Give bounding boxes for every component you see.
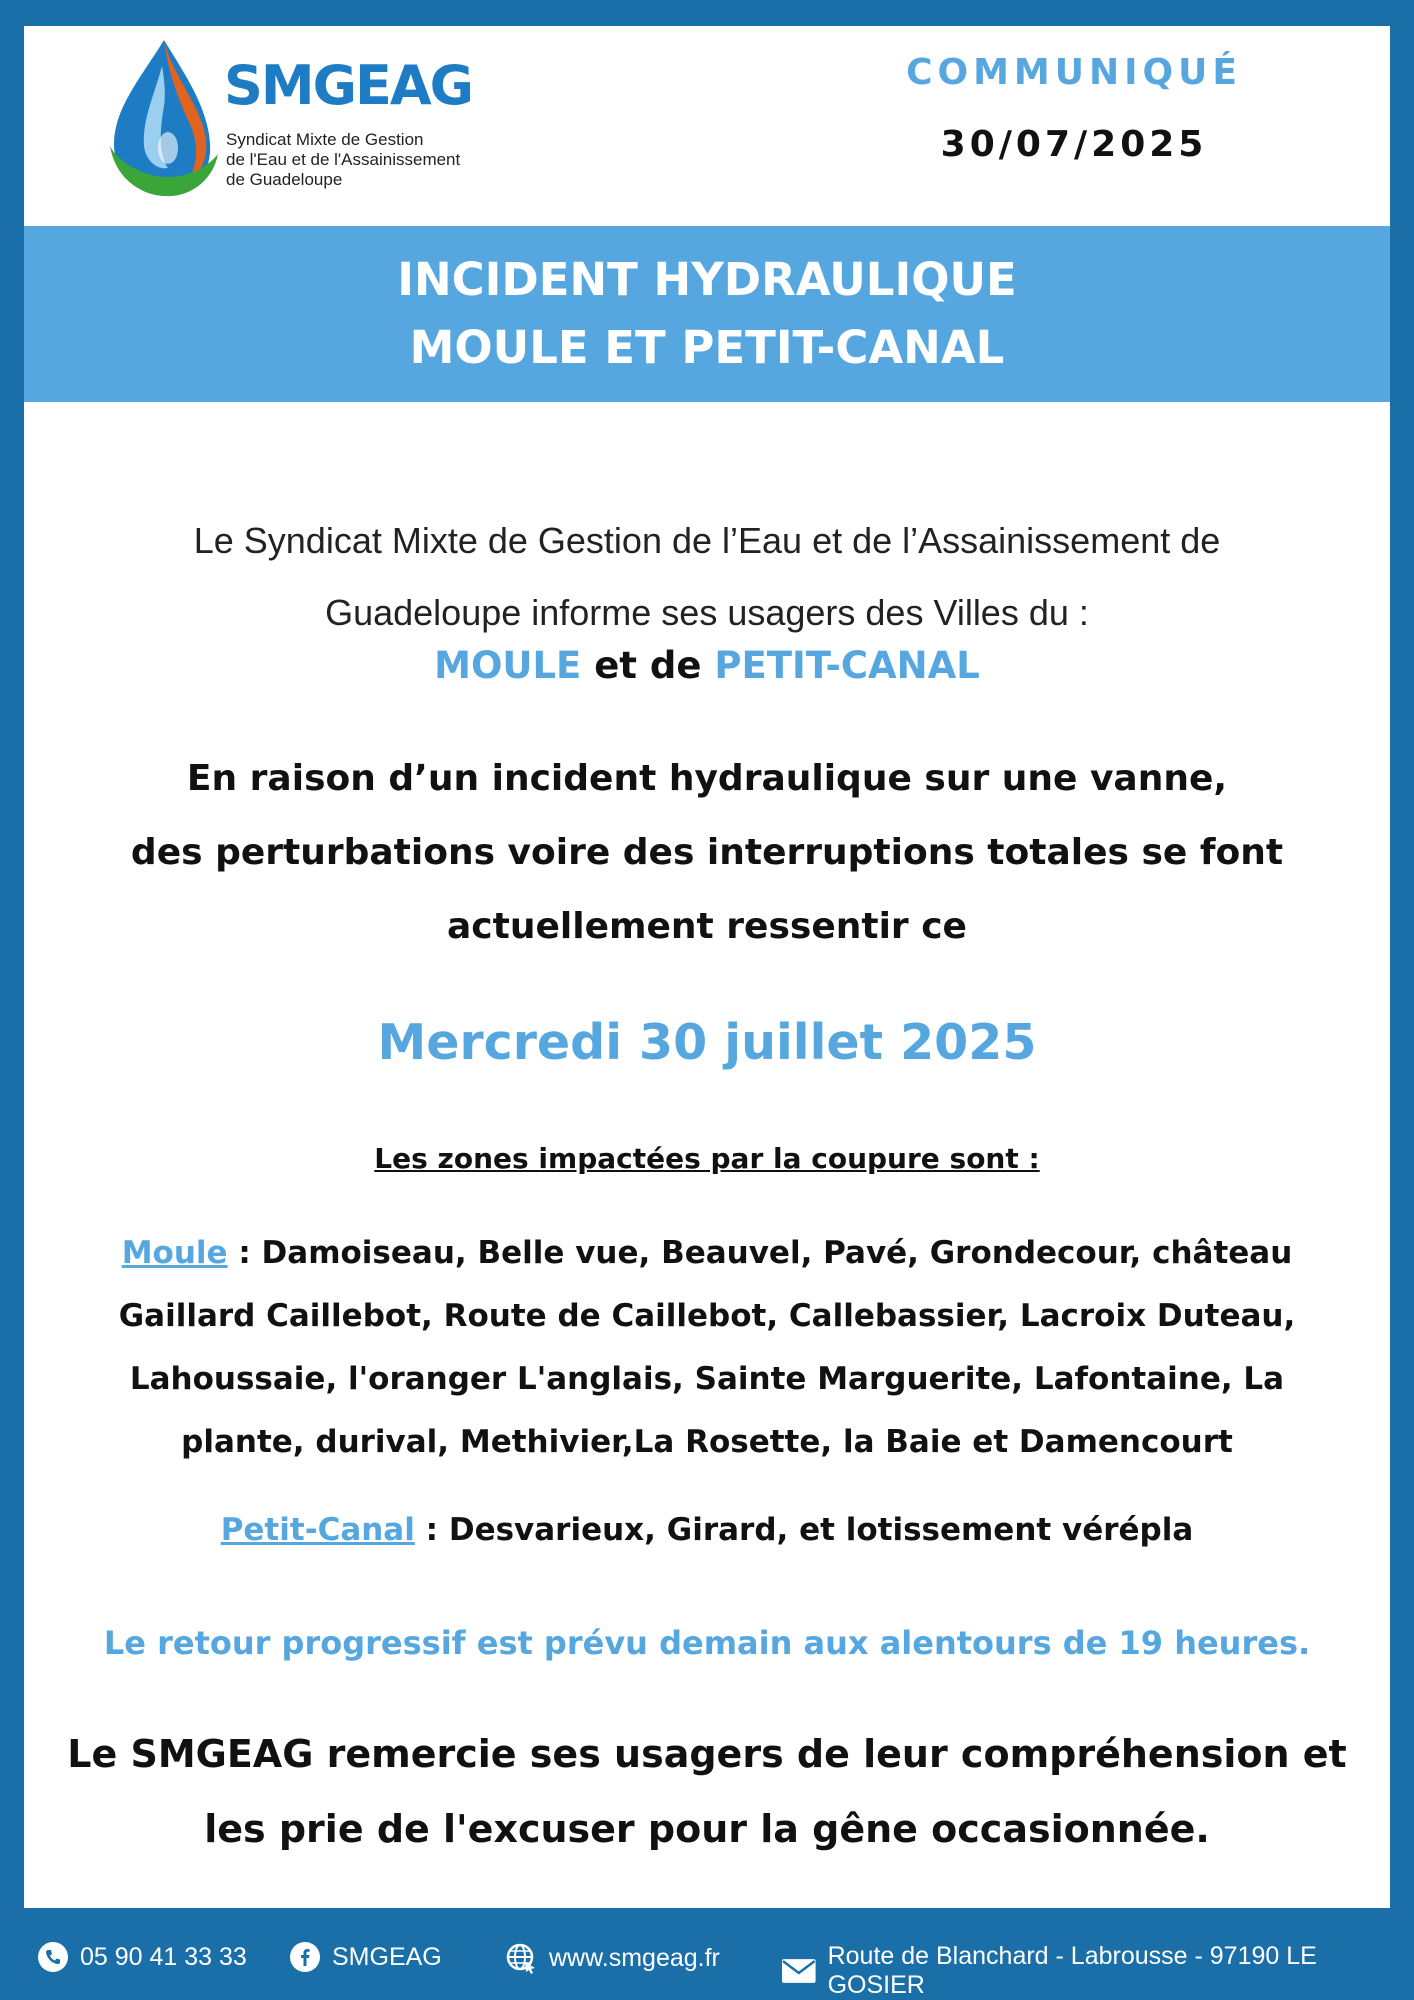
intro-text <box>84 505 1330 649</box>
reason-line3: actuellement ressentir ce <box>447 906 967 947</box>
website-text: www.smgeag.fr <box>549 1943 720 1972</box>
footer-address <box>782 1942 1414 2000</box>
logo-subtitle-line2: de l'Eau et de l'Assainissement <box>226 150 461 169</box>
facebook-icon <box>290 1942 320 1972</box>
thanks-text <box>64 1717 1350 1867</box>
footer-website[interactable] <box>505 1942 720 1974</box>
water-drop-logo-icon <box>102 36 222 201</box>
footer-facebook[interactable] <box>290 1942 442 1972</box>
logo-subtitle <box>226 130 460 190</box>
envelope-icon <box>782 1959 816 1983</box>
communique-label: COMMUNIQUÉ <box>906 52 1242 93</box>
incident-date: Mercredi 30 juillet 2025 <box>377 1014 1037 1071</box>
zone-petit-canal <box>24 1512 1390 1548</box>
reason-line1: En raison d’un incident hydraulique sur une vanne, <box>186 758 1228 799</box>
footer-phone[interactable] <box>38 1942 247 1972</box>
smgeag-logo <box>102 36 542 206</box>
thanks-line1: Le SMGEAG remercie ses usagers de leur compréhension et <box>67 1732 1347 1776</box>
zone-moule <box>94 1222 1320 1474</box>
intro-line2: Guadeloupe informe ses usagers des Villes du : <box>325 592 1089 633</box>
facebook-text: SMGEAG <box>332 1942 442 1971</box>
logo-subtitle-line3: de Guadeloupe <box>226 170 343 189</box>
reason-line2: des perturbations voire des interruptions totales se font <box>130 832 1284 873</box>
cities-connector: et de <box>581 644 715 687</box>
zone-moule-list: : Damoiseau, Belle vue, Beauvel, Pavé, Grondecour, château Gaillard Caillebot, Route de Caillebot, Callebassier, Lacroix Duteau, Lahoussaie, l'oranger L'anglais, Sainte Marguerite, Lafontaine, La plante, durival, Methivier,La Rosette, la Baie et Damencourt <box>118 1235 1296 1460</box>
footer <box>0 1908 1414 2000</box>
phone-icon <box>38 1942 68 1972</box>
zone-petit-canal-list: : Desvarieux, Girard, et lotissement vérépla <box>414 1512 1194 1548</box>
zones-title: Les zones impactées par la coupure sont : <box>374 1142 1040 1175</box>
banner-line2: MOULE ET PETIT-CANAL <box>409 321 1005 374</box>
address-text: Route de Blanchard - Labrousse - 97190 LE GOSIER <box>827 1942 1317 1999</box>
communique-page <box>24 26 1390 1908</box>
reason-text <box>84 742 1330 964</box>
logo-name: SMGEAG <box>224 54 472 117</box>
city-petit-canal: PETIT-CANAL <box>714 644 980 687</box>
retour-notice: Le retour progressif est prévu demain aux alentours de 19 heures. <box>103 1624 1311 1662</box>
communique-date: 30/07/2025 <box>940 124 1208 165</box>
phone-text: 05 90 41 33 33 <box>80 1942 247 1971</box>
thanks-line2: les prie de l'excuser pour la gêne occasionnée. <box>204 1807 1210 1851</box>
zone-petit-canal-label: Petit-Canal <box>220 1512 415 1548</box>
cities-line <box>24 644 1390 687</box>
title-banner <box>24 226 1390 402</box>
city-moule: MOULE <box>434 644 582 687</box>
globe-icon <box>505 1942 537 1974</box>
intro-line1: Le Syndicat Mixte de Gestion de l’Eau et de l’Assainissement de <box>193 520 1221 561</box>
banner-line1: INCIDENT HYDRAULIQUE <box>397 253 1017 306</box>
zone-moule-label: Moule <box>121 1235 228 1271</box>
logo-subtitle-line1: Syndicat Mixte de Gestion <box>226 130 424 149</box>
